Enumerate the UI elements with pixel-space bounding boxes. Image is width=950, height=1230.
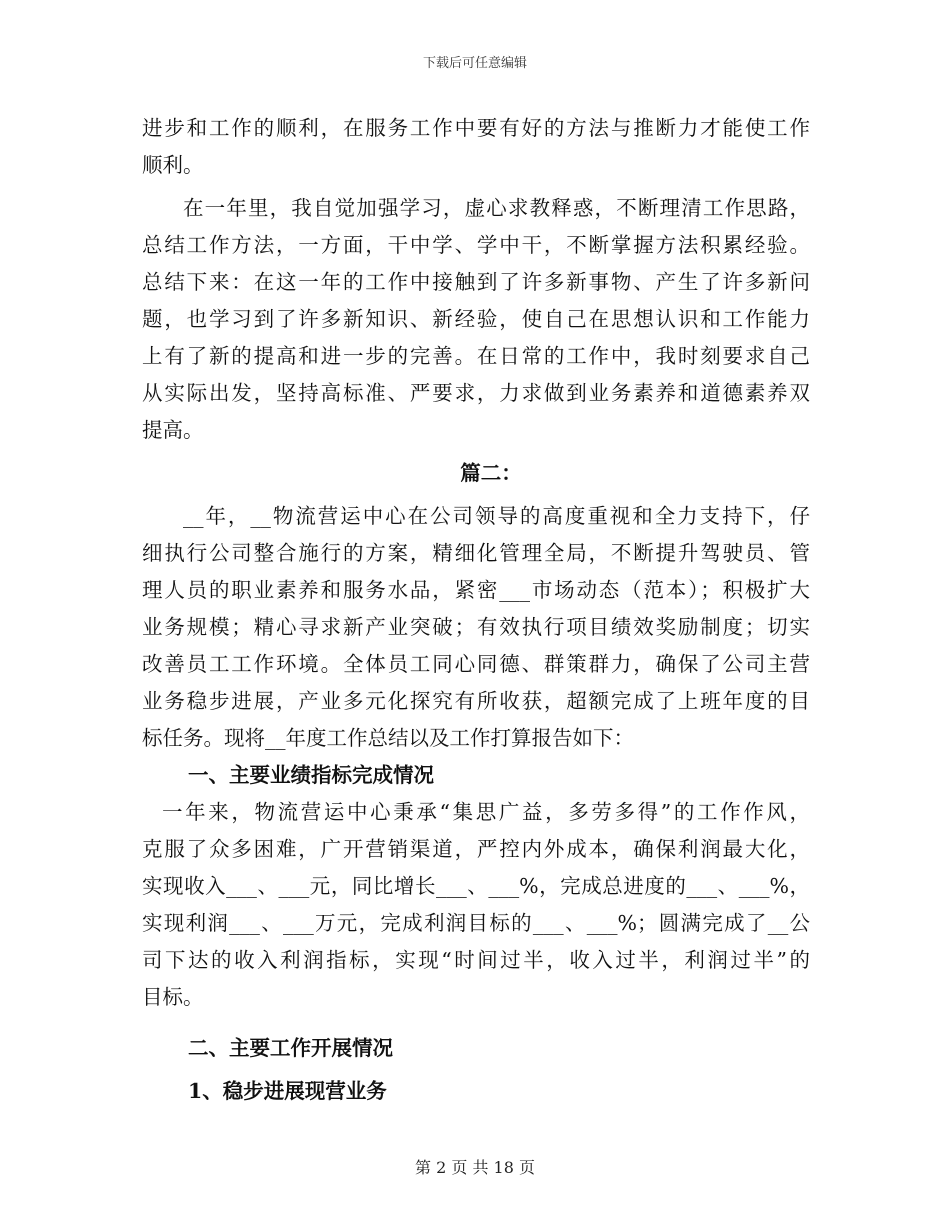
heading-1: 一、主要业绩指标完成情况 [188, 763, 434, 787]
text-line: 从实际出发，坚持高标准、严要求，力求做到业务素养和道德素养双 [142, 381, 810, 405]
text-line: 提高。 [142, 418, 204, 442]
section-title: 篇二： [460, 461, 522, 485]
paragraph-2 [142, 190, 810, 449]
paragraph-1 [142, 110, 810, 184]
text-line: 进步和工作的顺利，在服务工作中要有好的方法与推断力才能使工作 [142, 116, 810, 140]
document-body [142, 110, 810, 1110]
heading-2: 二、主要工作开展情况 [188, 1036, 393, 1060]
text-line: 改善员工工作环境。全体员工同心同德、群策群力，确保了公司主营 [142, 652, 810, 676]
text-line: 业务规模；精心寻求新产业突破；有效执行项目绩效奖励制度；切实 [142, 615, 810, 639]
text-line: 理人员的职业素养和服务水品，紧密___市场动态（范本）；积极扩大 [142, 578, 810, 602]
paragraph-3 [142, 498, 810, 757]
heading-3: 1、稳步进展现营业务 [188, 1079, 387, 1103]
paragraph-4 [142, 794, 810, 1016]
page-header: 下载后可任意编辑 [422, 56, 527, 71]
text-line: 一年来，物流营运中心秉承“集思广益，多劳多得”的工作作风， [162, 800, 810, 824]
text-line: 标任务。现将__年度工作总结以及工作打算报告如下： [142, 726, 634, 750]
text-line: 在一年里，我自觉加强学习，虚心求教释惑，不断理清工作思路， [183, 196, 810, 220]
text-line: 业务稳步进展，产业多元化探究有所收获，超额完成了上班年度的目 [142, 689, 810, 713]
text-line: 上有了新的提高和进一步的完善。在日常的工作中，我时刻要求自己 [142, 344, 810, 368]
text-line: 总结工作方法，一方面，干中学、学中干，不断掌握方法积累经验。 [142, 233, 810, 257]
text-line: 目标。 [142, 985, 204, 1009]
text-line: 题，也学习到了许多新知识、新经验，使自己在思想认识和工作能力 [142, 307, 810, 331]
page-footer: 第 2 页 共 18 页 [415, 1158, 535, 1177]
text-line: 克服了众多困难，广开营销渠道，严控内外成本，确保利润最大化， [142, 837, 810, 861]
text-line: 顺利。 [142, 153, 204, 177]
text-line: 总结下来：在这一年的工作中接触到了许多新事物、产生了许多新问 [142, 270, 810, 294]
text-line: __年，__物流营运中心在公司领导的高度重视和全力支持下，仔 [183, 504, 810, 528]
text-line: 司下达的收入利润指标，实现“时间过半，收入过半，利润过半”的 [142, 948, 810, 972]
text-line: 实现利润___、___万元，完成利润目标的___、___%；圆满完成了__公 [142, 911, 810, 935]
text-line: 细执行公司整合施行的方案，精细化管理全局，不断提升驾驶员、管 [142, 541, 810, 565]
text-line: 实现收入___、___元，同比增长___、___%，完成总进度的___、___%， [142, 874, 810, 898]
